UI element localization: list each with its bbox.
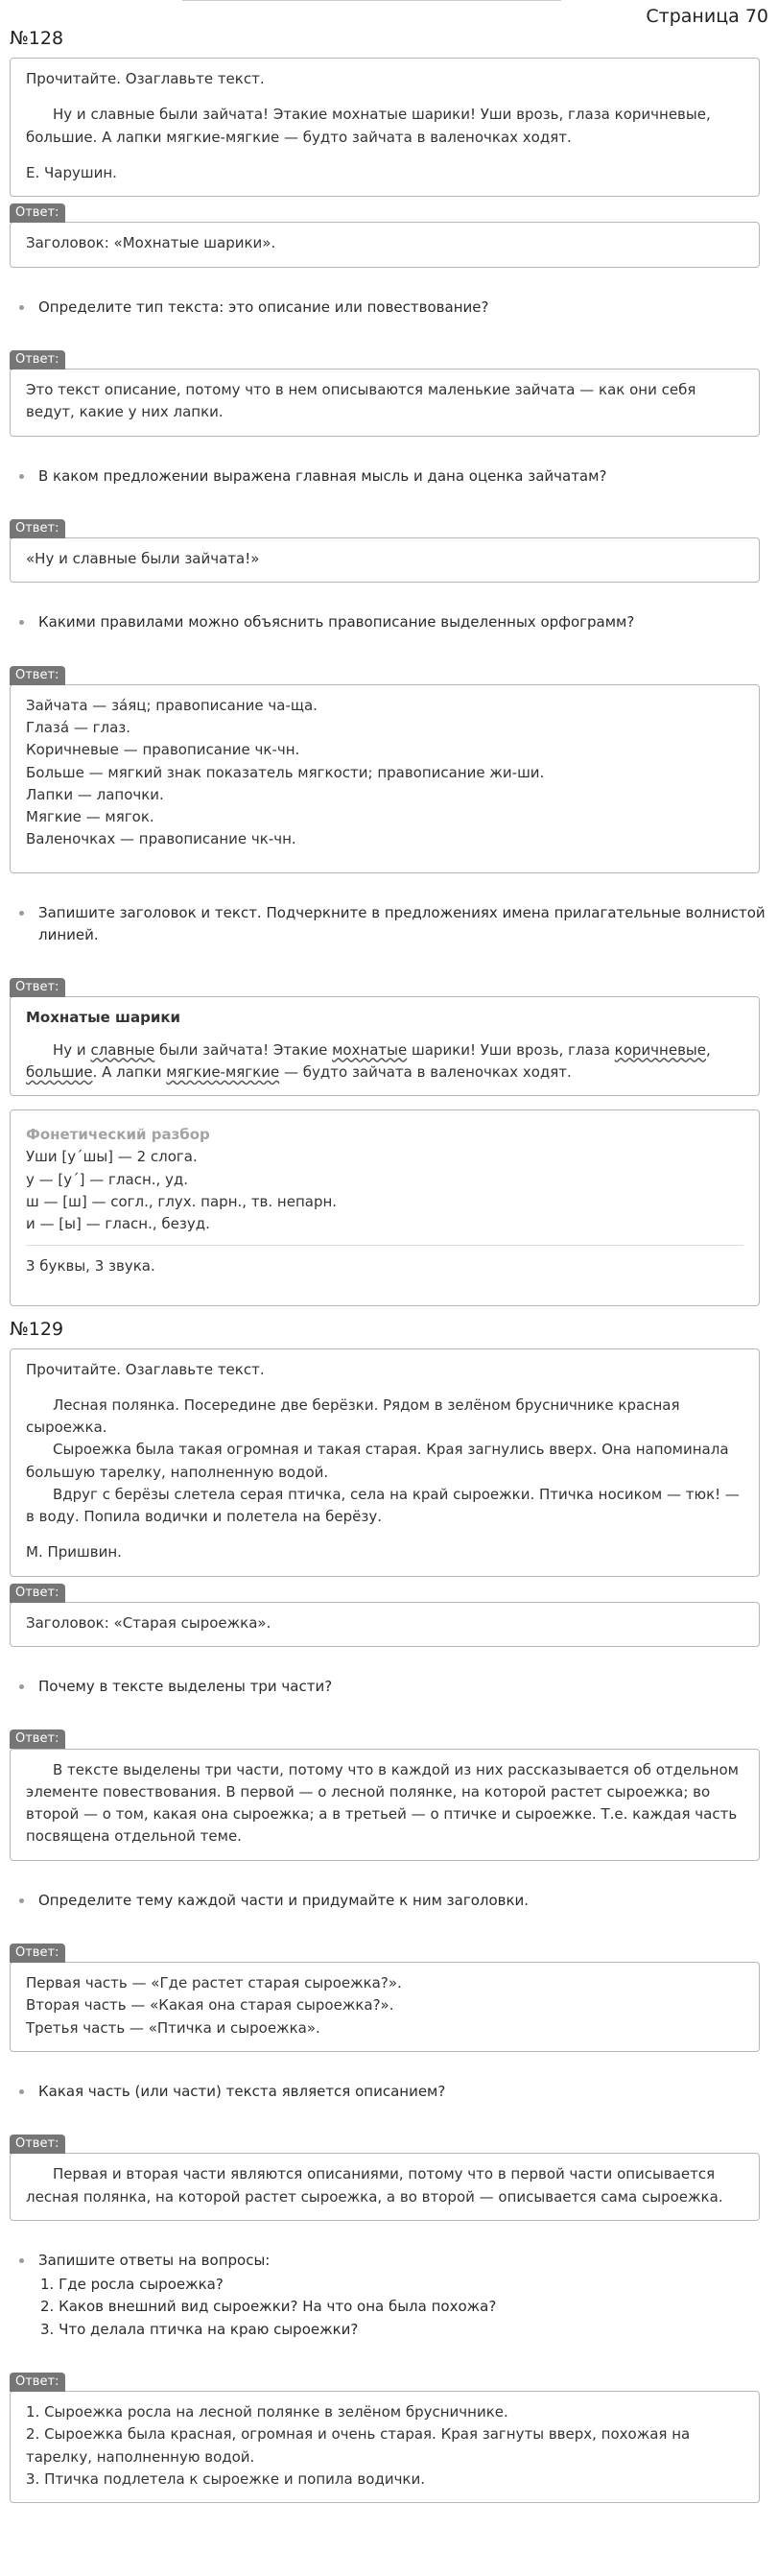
task-128-answer-5 xyxy=(10,996,760,1096)
task-129-paragraph: Лесная полянка. Посередине две берёзки. Рядом в зелёном брусничнике красная сыроежка. xyxy=(26,1395,680,1436)
top-divider xyxy=(182,0,561,1)
task-128-question-5: Запишите заголовок и текст. Подчеркните в предложениях имена прилагательные волнистой линией. xyxy=(10,902,768,947)
phonetic-line: и — [ы] — гласн., безуд. xyxy=(26,1215,210,1232)
answer-label: Ответ: xyxy=(10,2135,65,2154)
adjective-underlined: славные xyxy=(90,1040,155,1059)
adjective-underlined: мягкие-мягкие xyxy=(166,1062,280,1081)
answer-text: Заголовок: «Старая сыроежка». xyxy=(26,1613,271,1632)
answer-line: Лапки — лапочки. xyxy=(26,785,164,803)
question-item: 1. Где росла сыроежка? xyxy=(40,2276,224,2293)
task-128-instruction: Прочитайте. Озаглавьте текст. xyxy=(26,70,265,87)
task-129-answer-2 xyxy=(10,1749,760,1861)
question-item: 2. Каков внешний вид сыроежки? На что она была похожа? xyxy=(40,2298,497,2316)
task-128-question-3: В каком предложении выражена главная мысль и дана оценка зайчатам? xyxy=(10,465,768,488)
answer-line: Больше — мягкий знак показатель мягкости; правописание жи-ши. xyxy=(26,763,545,781)
answer-line: Вторая часть — «Какая она старая сыроежка?». xyxy=(26,1996,394,2015)
page-number: Страница 70 xyxy=(646,6,768,27)
task-129-question-5: Запишите ответы на вопросы: 1. Где росла сыроежка? 2. Каков внешний вид сыроежки? На что она была похожа? 3. Что делала птичка на краю сыроежки? xyxy=(10,2250,768,2341)
task-129-question-3: Определите тему каждой части и придумайте к ним заголовки. xyxy=(10,1890,768,1912)
answer-line: Валеночках — правописание чк-чн. xyxy=(26,830,296,848)
divider xyxy=(26,1245,743,1246)
task-128-answer-2 xyxy=(10,369,760,437)
task-129-question-2: Почему в тексте выделены три части? xyxy=(10,1676,768,1698)
phonetic-line: ш — [ш] — согл., глух. парн., тв. непарн. xyxy=(26,1192,338,1210)
answer-label: Ответ: xyxy=(10,519,65,538)
phonetic-summary: 3 буквы, 3 звука. xyxy=(26,1257,155,1276)
answer-text: Заголовок: «Мохнатые шарики». xyxy=(26,234,276,252)
phonetic-line: Уши [у´шы] — 2 слога. xyxy=(26,1148,198,1166)
task-129-question-4: Какая часть (или части) текста является описанием? xyxy=(10,2081,768,2103)
answer-text: В тексте выделены три части, потому что в каждой из них рассказывается об отдельном элементе повествования. В первой — о лесной полянке, на которой растет сыроежка; во второй — о том, какая она сыроежка; а в третьей — о птичке и сыроежке. Т.е. каждая часть посвящена отдельной теме. xyxy=(26,1760,739,1846)
task-128-author: Е. Чарушин. xyxy=(26,163,117,181)
answer-label: Ответ: xyxy=(10,1584,65,1603)
answer-label: Ответ: xyxy=(10,203,65,223)
answer-line: Зайчата — за́яц; правописание ча-ща. xyxy=(26,696,318,714)
answer-line: 3. Птичка подлетела к сыроежке и попила водички. xyxy=(26,2469,426,2488)
answer-line: 2. Сыроежка была красная, огромная и очень старая. Края загнуты вверх, похожая на тарелку, наполненную водой. xyxy=(26,2425,691,2466)
answer-line: Глаза́ — глаз. xyxy=(26,719,131,736)
phonetic-line: у — [у´] — гласн., уд. xyxy=(26,1170,189,1188)
answer-text: Это текст описание, потому что в нем описываются маленькие зайчата — как они себя ведут, какие у них лапки. xyxy=(26,381,696,421)
task-129-instruction: Прочитайте. Озаглавьте текст. xyxy=(26,1360,265,1378)
task-129-answer-4 xyxy=(10,2153,760,2221)
answer-text: Ну и славные были зайчата! Этакие мохнатые шарики! Уши врозь, глаза коричневые, большие. А лапки мягкие-мягкие — будто зайчата в валеночках ходят. xyxy=(26,1040,711,1081)
answer-label: Ответ: xyxy=(10,978,65,997)
task-129-answer-3 xyxy=(10,1962,760,2052)
answer-label: Ответ: xyxy=(10,2373,65,2392)
task-129-number: №129 xyxy=(10,1318,64,1340)
adjective-underlined: большие xyxy=(26,1062,93,1081)
task-128-text-box xyxy=(10,58,760,197)
task-128-question-4: Какими правилами можно объяснить правописание выделенных орфограмм? xyxy=(10,611,768,633)
answer-text: Первая и вторая части являются описаниями, потому что в первой части описывается лесная полянка, на которой растет сыроежка, а во второй — описывается сама сыроежка. xyxy=(26,2165,723,2206)
adjective-underlined: мохнатые xyxy=(332,1040,408,1059)
answer-line: Первая часть — «Где растет старая сыроежка?». xyxy=(26,1974,402,1992)
answer-label: Ответ: xyxy=(10,1729,65,1749)
answer-label: Ответ: xyxy=(10,1944,65,1963)
answer-label: Ответ: xyxy=(10,666,65,685)
task-128-question-2: Определите тип текста: это описание или повествование? xyxy=(10,297,768,319)
task-128-answer-1 xyxy=(10,222,760,267)
phonetic-title: Фонетический разбор xyxy=(26,1126,210,1143)
task-129-paragraph: Сыроежка была такая огромная и такая старая. Края загнулись вверх. Она напоминала большую тарелку, наполненную водой. xyxy=(26,1441,729,1481)
question-item: 3. Что делала птичка на краю сыроежки? xyxy=(40,2320,359,2338)
answer-text: «Ну и славные были зайчата!» xyxy=(26,550,260,567)
question-list xyxy=(38,2274,768,2341)
adjective-underlined: коричневые xyxy=(614,1040,706,1059)
task-128-number: №128 xyxy=(10,28,64,49)
task-128-answer-4 xyxy=(10,684,760,873)
task-128-answer-3 xyxy=(10,537,760,583)
phonetic-analysis-box xyxy=(10,1109,760,1306)
task-128-text: Ну и славные были зайчата! Этакие мохнатые шарики! Уши врозь, глаза коричневые, большие. А лапки мягкие-мягкие — будто зайчата в валеночках ходят. xyxy=(26,106,711,146)
answer-title: Мохнатые шарики xyxy=(26,1009,181,1027)
task-129-paragraph: Вдруг с берёзы слетела серая птичка, села на край сыроежки. Птичка носиком — тюк! — в воду. Попила водички и полетела на берёзу. xyxy=(26,1485,740,1525)
task-129-author: М. Пришвин. xyxy=(26,1543,122,1562)
task-129-text-box xyxy=(10,1348,760,1577)
answer-line: Третья часть — «Птичка и сыроежка». xyxy=(26,2018,320,2037)
answer-label: Ответ: xyxy=(10,350,65,370)
answer-line: Мягкие — мягок. xyxy=(26,808,154,825)
task-129-answer-5 xyxy=(10,2391,760,2503)
answer-line: Коричневые — правописание чк-чн. xyxy=(26,741,300,759)
task-129-answer-1 xyxy=(10,1602,760,1647)
answer-line: 1. Сыроежка росла на лесной полянке в зелёном брусничнике. xyxy=(26,2403,508,2421)
